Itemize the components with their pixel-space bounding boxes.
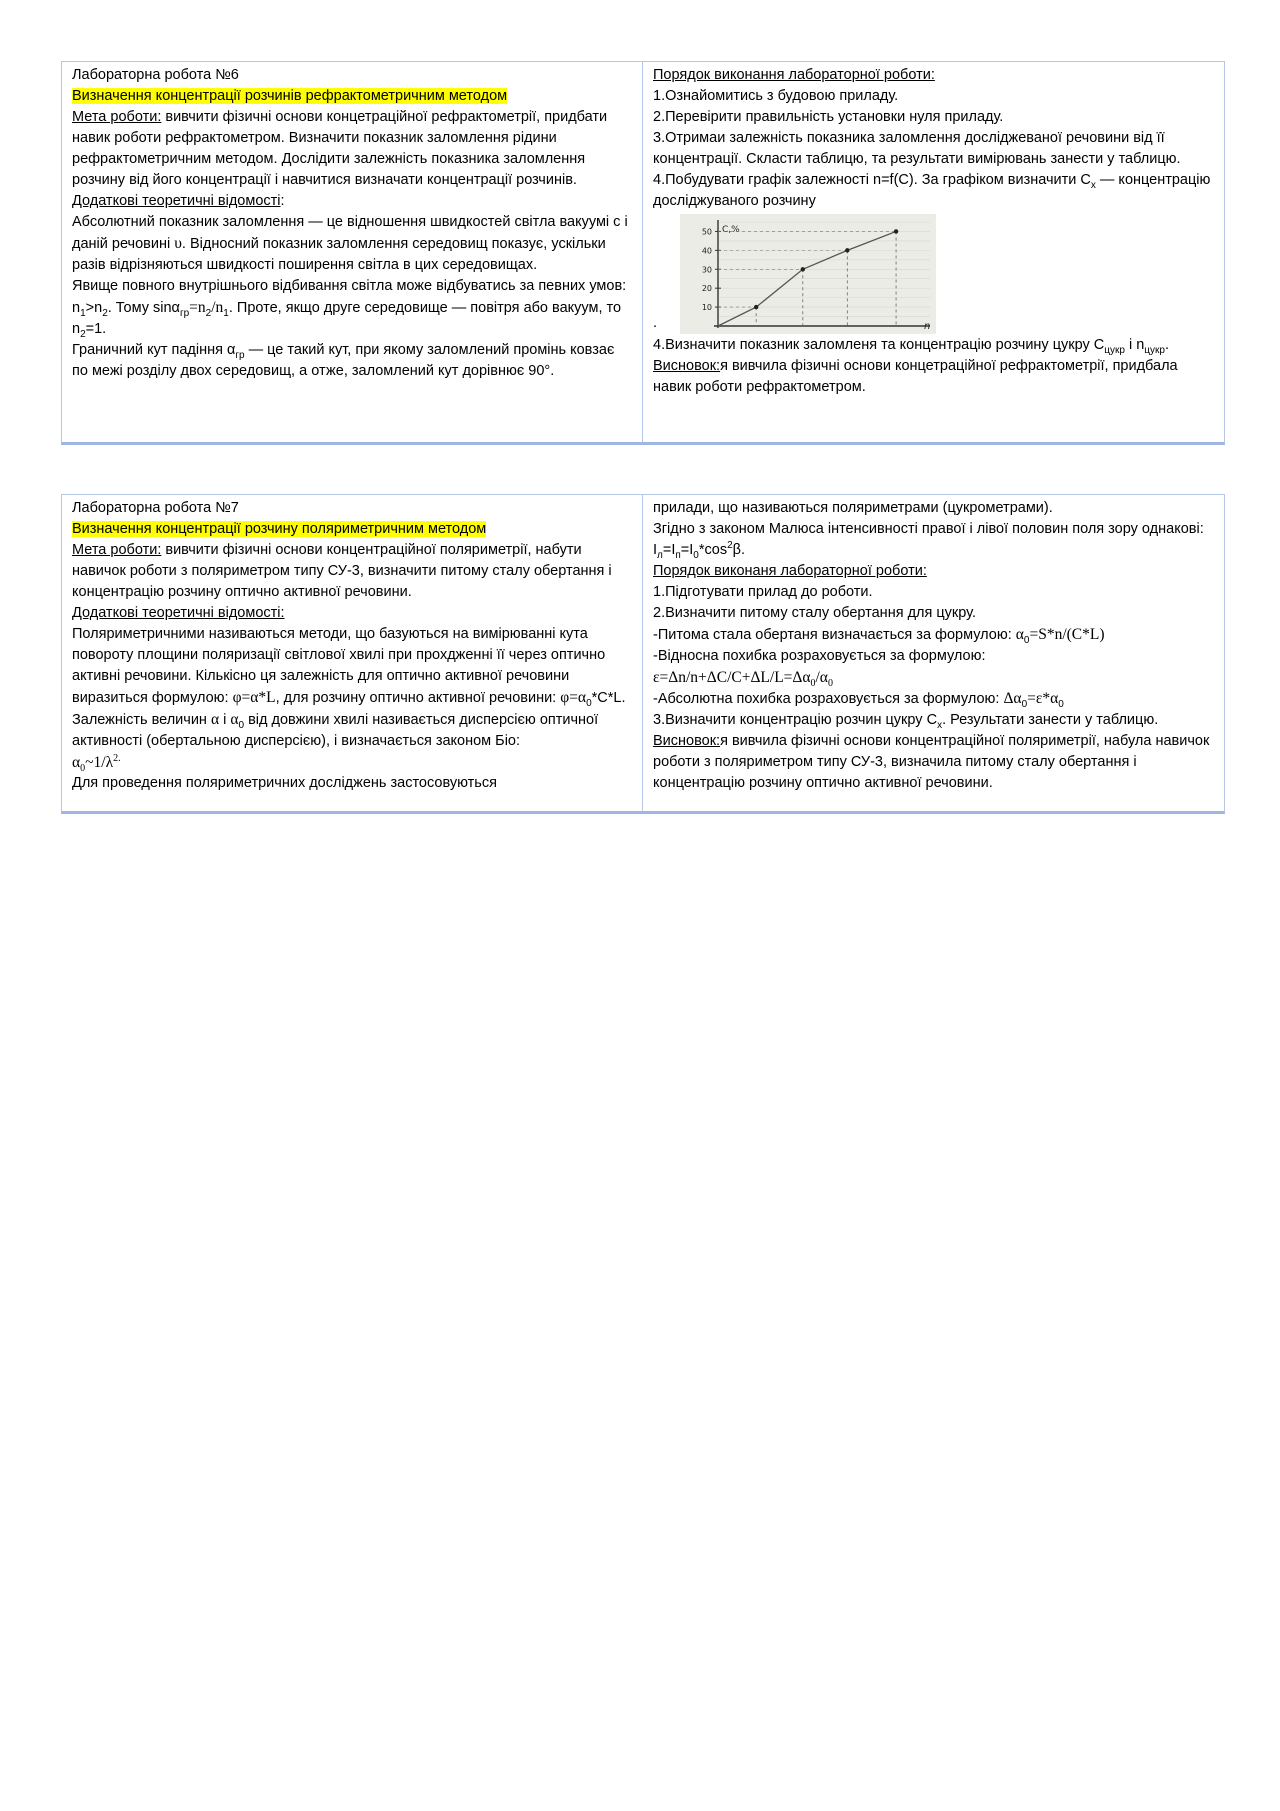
text: =I xyxy=(662,542,676,558)
text: . Проте, якщо друге середовище — повітря або вакуум, то n xyxy=(72,300,622,337)
conclusion-text: я вивчила фізичні основи концетраційної рефрактометрії, придбала навик роботи рефрактометром. xyxy=(653,358,1178,395)
data-point xyxy=(845,248,849,252)
text: -Питома стала обертаня визначається за формулою: xyxy=(653,627,1016,643)
text: ε=Δn/n+ΔC/C+ΔL/L=Δα xyxy=(653,669,811,686)
text: ~1/λ xyxy=(85,754,114,771)
lab7-step-2: 2.Визначити питому сталу обертання для цукру. xyxy=(653,605,977,621)
lab7-theory-p1 xyxy=(72,624,632,709)
lab6-goal xyxy=(72,107,632,191)
lab6-theory-p3 xyxy=(72,340,632,382)
lab7-step-1: 1.Підготувати прилад до роботи. xyxy=(653,584,873,600)
text: *C*L. xyxy=(591,690,626,706)
text: 3.Визначити концентрацію розчин цукру C xyxy=(653,712,938,728)
text: Поляриметричними називаються методи, що базуються на вимірюванні кута повороту площини поляризації світлової хвилі при прохдженні її через оптично активні речовини. Кількісно ця залежність для оптично активної речовини виразиться формулою: xyxy=(72,626,606,706)
text: 4.Побудувати графік залежності n=f(C). За графіком визначити C xyxy=(653,172,1091,188)
y-tick-label: 20 xyxy=(701,284,712,294)
text: *cos xyxy=(698,542,728,558)
sub: 0 xyxy=(810,678,816,690)
sup: 2. xyxy=(113,752,121,764)
lab7-card xyxy=(61,494,1225,814)
text: і xyxy=(219,712,231,728)
formula: Δα xyxy=(1003,690,1022,707)
formula: φ=α xyxy=(560,689,587,706)
lab6-left-column xyxy=(62,62,643,442)
data-point xyxy=(754,305,758,309)
alpha-symbol: α xyxy=(210,711,220,728)
sub: 2 xyxy=(102,307,108,319)
lab7-formula-2 xyxy=(653,667,1214,688)
lab7-step-3 xyxy=(653,710,1214,731)
lab7-title: Лабораторна робота №7 xyxy=(72,500,239,516)
text: , для розчину оптично активної речовини: xyxy=(275,690,561,706)
text: — концентрацію досліджуваного розчину xyxy=(653,172,1211,209)
sub: п xyxy=(675,549,681,561)
lab6-theory-colon: : xyxy=(280,193,285,209)
y-tick-label: 40 xyxy=(701,246,712,256)
lab7-formula-3 xyxy=(653,688,1214,710)
text: Згідно з законом Малюса інтенсивності правої і лівої половин поля зору однакові: I xyxy=(653,521,1204,558)
lab6-right-column xyxy=(643,62,1224,442)
lab6-theory-heading xyxy=(72,191,632,212)
lab7-procedure-label: Порядок виконаня лабораторної роботи: xyxy=(653,563,927,579)
text: — це такий кут, при якому заломлений промінь ковзає по межі розділу двох середовищ, а отже, заломлений кут дорівнює 90°. xyxy=(72,342,615,379)
text: >n xyxy=(85,300,103,316)
sub: цукр xyxy=(1144,344,1165,356)
lab6-theory-p2 xyxy=(72,276,632,340)
text: . Відносний показник заломлення середовищ показує, ускільки разів відрізняються швидкості поширення світла в цих середовищах. xyxy=(72,236,606,273)
lab6-step-3: 3.Отримаи залежність показника заломлення досліджеваної речовини від її концентрації. Скласти таблицю, та результати вимірювань занести у таблицю. xyxy=(653,130,1181,167)
text: =1. xyxy=(85,321,107,337)
text: /n xyxy=(211,299,224,316)
lab6-theory-label: Додаткові теоретичні відомості xyxy=(72,193,281,209)
alpha-symbol: α xyxy=(230,711,239,728)
lab7-theory-label: Додаткові теоретичні відомості: xyxy=(72,605,285,621)
text: 4.Визначити показник заломленя та концентрацію розчину цукру C xyxy=(653,337,1105,353)
lab7-goal-text: вивчити фізичні основи концентраційної поляриметрії, набути навичок роботи з поляриметром типу СУ-3, визначити питому сталу обертання і концентрацію розчину оптично активної речовини. xyxy=(72,542,612,600)
text: і n xyxy=(1124,337,1145,353)
text: Явище повного внутрішнього відбивання світла може відбуватись за певних умов: n xyxy=(72,278,627,316)
chart-area xyxy=(653,212,1214,334)
lab7-subtitle: Визначення концентрації розчину поляриметричним методом xyxy=(72,521,487,537)
conclusion-text: я вивчила фізичні основи концентраційної поляриметрії, набула навичок роботи з поляриметром типу СУ-3, визначила питому сталу обертання і концентрацію розчину оптично активної речовини. xyxy=(653,733,1210,791)
sub: 0 xyxy=(827,678,833,690)
lab7-formula-1 xyxy=(653,624,1214,646)
sub: 0 xyxy=(1058,698,1064,710)
lab7-left-column xyxy=(62,495,643,811)
text: /α xyxy=(815,669,828,686)
lab6-step-1: 1.Ознайомитись з будовою приладу. xyxy=(653,88,899,104)
lab7-right-column xyxy=(643,495,1224,811)
sub: гр xyxy=(179,307,190,319)
lab6-goal-label: Мета роботи: xyxy=(72,109,162,125)
formula: =ε*α xyxy=(1027,690,1059,707)
sub: 0 xyxy=(1021,698,1028,710)
lab6-theory-p1 xyxy=(72,212,632,276)
text: Залежність величин xyxy=(72,712,211,728)
formula: =S*n/(C*L) xyxy=(1029,626,1105,643)
lab6-step-5 xyxy=(653,335,1214,356)
y-axis-label: C,% xyxy=(722,225,740,235)
sub: л xyxy=(657,549,663,561)
conclusion-label: Висновок: xyxy=(653,733,721,749)
lab7-biot-law xyxy=(72,752,632,773)
lab7-goal-label: Мета роботи: xyxy=(72,542,162,558)
sup: 2 xyxy=(727,540,733,552)
sub: цукр xyxy=(1104,344,1125,356)
sub: 2 xyxy=(205,307,212,319)
text: Абсолютний показник заломлення — це відношення швидкостей світла вакуумі с і даній речовині xyxy=(72,214,628,252)
sub: x xyxy=(937,719,943,731)
sub: 1 xyxy=(80,307,86,319)
sub: гр xyxy=(235,349,245,361)
upsilon-symbol: υ xyxy=(174,235,182,252)
text: =n xyxy=(189,299,206,316)
concentration-chart xyxy=(680,214,936,334)
text: α xyxy=(72,754,81,771)
lab7-conclusion xyxy=(653,731,1214,794)
lab7-malus-law xyxy=(653,519,1214,561)
lab6-card xyxy=(61,61,1225,445)
y-tick-label: 30 xyxy=(701,265,712,275)
sub: 0 xyxy=(693,549,699,561)
data-point xyxy=(894,229,898,233)
chart-leading-dot: . xyxy=(653,315,658,331)
sub: 0 xyxy=(238,719,245,731)
sub: 0 xyxy=(1023,634,1030,646)
sub: 0 xyxy=(586,697,592,709)
text: =I xyxy=(680,542,694,558)
lab7-theory-p2 xyxy=(72,709,632,752)
lab6-step-4 xyxy=(653,170,1214,212)
sub: 0 xyxy=(80,763,86,775)
lab7-goal xyxy=(72,540,632,603)
lab7-theory-p3: Для проведення поляриметричних досліджень застосовуються xyxy=(72,775,497,791)
text: β. xyxy=(732,542,746,558)
text: -Абсолютна похибка розраховується за формулою: xyxy=(653,691,1004,707)
lab6-step-2: 2.Перевірити правильність установки нуля приладу. xyxy=(653,109,1004,125)
data-point xyxy=(801,267,805,271)
lab7-formula-2-label: -Відносна похибка розраховується за формулою: xyxy=(653,648,986,664)
lab6-procedure-label: Порядок виконання лабораторної роботи: xyxy=(653,67,935,83)
lab6-title: Лабораторна робота №6 xyxy=(72,67,239,83)
lab7-theory-cont: прилади, що називаються поляриметрами (цукрометрами). xyxy=(653,500,1053,516)
lab6-goal-text: вивчити фізичні основи концетраційної рефрактометрії, придбати навик роботи рефрактометром. Визначити показник заломлення рідини рефрактометричним методом. Дослідити залежність показника заломлення розчину від його концентрації і навчитися визначати концентрації розчинів. xyxy=(72,109,608,188)
text: . Результати занести у таблицю. xyxy=(942,712,1159,728)
conclusion-label: Висновок: xyxy=(653,358,721,374)
text: . xyxy=(1164,337,1169,353)
formula: φ=α*L xyxy=(232,689,276,706)
x-axis-label: n xyxy=(924,321,931,332)
text: . Тому sinα xyxy=(107,300,180,316)
lab6-subtitle: Визначення концентрації розчинів рефрактометричним методом xyxy=(72,88,508,104)
formula: α xyxy=(1015,626,1024,643)
text: Граничний кут падіння α xyxy=(72,342,236,358)
sub: 2 xyxy=(80,328,86,340)
y-tick-label: 50 xyxy=(701,227,712,237)
lab6-conclusion xyxy=(653,356,1214,398)
sub: 1 xyxy=(223,307,229,319)
y-tick-label: 10 xyxy=(701,303,712,313)
text: від довжини хвилі називається дисперсією оптичної активності (обертальною дисперсією), і визначається законом Біо: xyxy=(72,712,599,749)
sub: x xyxy=(1090,179,1096,191)
